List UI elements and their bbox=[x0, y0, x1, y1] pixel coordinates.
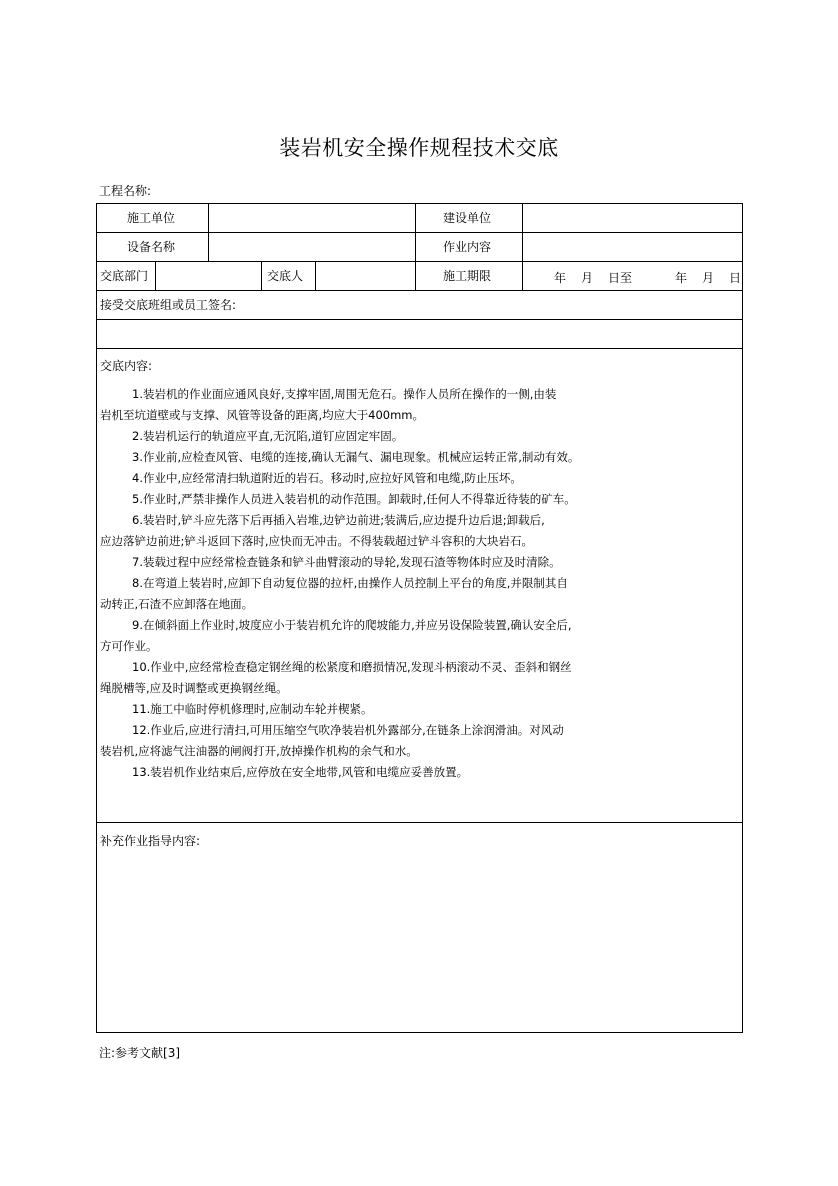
content-line: 5.作业时,严禁非操作人员进入装岩机的动作范围。卸载时,任何人不得靠近待装的矿车。 bbox=[132, 492, 576, 506]
content-line: 3.作业前,应检查风管、电缆的连接,确认无漏气、漏电现象。机械应运转正常,制动有效。 bbox=[132, 450, 580, 464]
content-line: 方可作业。 bbox=[100, 639, 158, 653]
content-line: 岩机至坑道壁或与支撑、风管等设备的距离,均应大于400mm。 bbox=[100, 408, 425, 422]
row-divider bbox=[97, 232, 742, 233]
content-line: 4.作业中,应经常清扫轨道附近的岩石。移动时,应拉好风管和电缆,防止压坏。 bbox=[132, 471, 522, 485]
work-content-label: 作业内容 bbox=[443, 240, 492, 254]
content-line: 11.施工中临时停机修理时,应制动车轮并楔紧。 bbox=[132, 702, 373, 716]
content-line: 动转正,石渣不应卸落在地面。 bbox=[100, 597, 254, 611]
content-line: 装岩机,应将滤气注油器的闸阀打开,放掉操作机构的余气和水。 bbox=[100, 744, 418, 758]
content-line: 7.装载过程中应经常检查链条和铲斗曲臂滚动的导轮,发现石渣等物体时应及时清除。 bbox=[132, 555, 561, 569]
supplement-label: 补充作业指导内容: bbox=[100, 834, 201, 848]
date-month-end: 月 bbox=[702, 271, 715, 285]
content-label: 交底内容: bbox=[100, 359, 153, 373]
col-divider bbox=[208, 204, 209, 261]
disclosure-dept-label: 交底部门 bbox=[100, 269, 149, 283]
content-line: 6.装岩时,铲斗应先落下后再插入岩堆,边铲边前进;装满后,应边提升边后退;卸载后, bbox=[132, 513, 545, 527]
build-unit-label: 建设单位 bbox=[443, 211, 492, 225]
content-line: 1.装岩机的作业面应通风良好,支撑牢固,周围无危石。操作人员所在操作的一侧,由装 bbox=[132, 387, 557, 401]
row-divider bbox=[97, 822, 742, 823]
col-divider bbox=[415, 204, 416, 290]
col-divider bbox=[155, 261, 156, 290]
row-divider bbox=[97, 261, 742, 262]
content-line: 8.在弯道上装岩时,应卸下自动复位器的拉杆,由操作人员控制上平台的角度,并限制其自 bbox=[132, 576, 568, 590]
reference-note: 注:参考文献[3] bbox=[99, 1046, 181, 1060]
date-day-to: 日至 bbox=[608, 271, 633, 285]
construction-period-label: 施工期限 bbox=[443, 269, 492, 283]
col-divider bbox=[315, 261, 316, 290]
content-line: 2.装岩机运行的轨道应平直,无沉陷,道钉应固定牢固。 bbox=[132, 429, 404, 443]
date-year-start: 年 bbox=[554, 271, 567, 285]
disclosure-form bbox=[96, 203, 743, 1033]
content-line: 9.在倾斜面上作业时,坡度应小于装岩机允许的爬坡能力,并应另设保险装置,确认安全后, bbox=[132, 618, 572, 632]
content-body bbox=[100, 384, 740, 783]
construction-unit-label: 施工单位 bbox=[127, 211, 176, 225]
row-divider bbox=[97, 319, 742, 320]
discloser-label: 交底人 bbox=[267, 269, 304, 283]
content-line: 应边落铲边前进;铲斗返回下落时,应快而无冲击。不得装载超过铲斗容积的大块岩石。 bbox=[100, 534, 534, 548]
project-name-label: 工程名称: bbox=[99, 184, 152, 198]
col-divider bbox=[522, 204, 523, 290]
row-divider bbox=[97, 348, 742, 349]
content-line: 12.作业后,应进行清扫,可用压缩空气吹净装岩机外露部分,在链条上涂润滑油。对风动 bbox=[132, 723, 564, 737]
col-divider bbox=[261, 261, 262, 290]
content-line: 绳脱槽等,应及时调整或更换钢丝绳。 bbox=[100, 681, 288, 695]
content-line: 13.装岩机作业结束后,应停放在安全地带,风管和电缆应妥善放置。 bbox=[132, 765, 469, 779]
date-day-end: 日 bbox=[729, 271, 742, 285]
signature-label: 接受交底班组或员工签名: bbox=[100, 298, 237, 312]
page-title: 装岩机安全操作规程技术交底 bbox=[279, 136, 559, 160]
date-year-end: 年 bbox=[675, 271, 688, 285]
equipment-name-label: 设备名称 bbox=[127, 240, 176, 254]
date-month-start: 月 bbox=[581, 271, 594, 285]
row-divider bbox=[97, 290, 742, 291]
content-line: 10.作业中,应经常检查稳定钢丝绳的松紧度和磨损情况,发现斗柄滚动不灵、歪斜和钢丝 bbox=[132, 660, 572, 674]
